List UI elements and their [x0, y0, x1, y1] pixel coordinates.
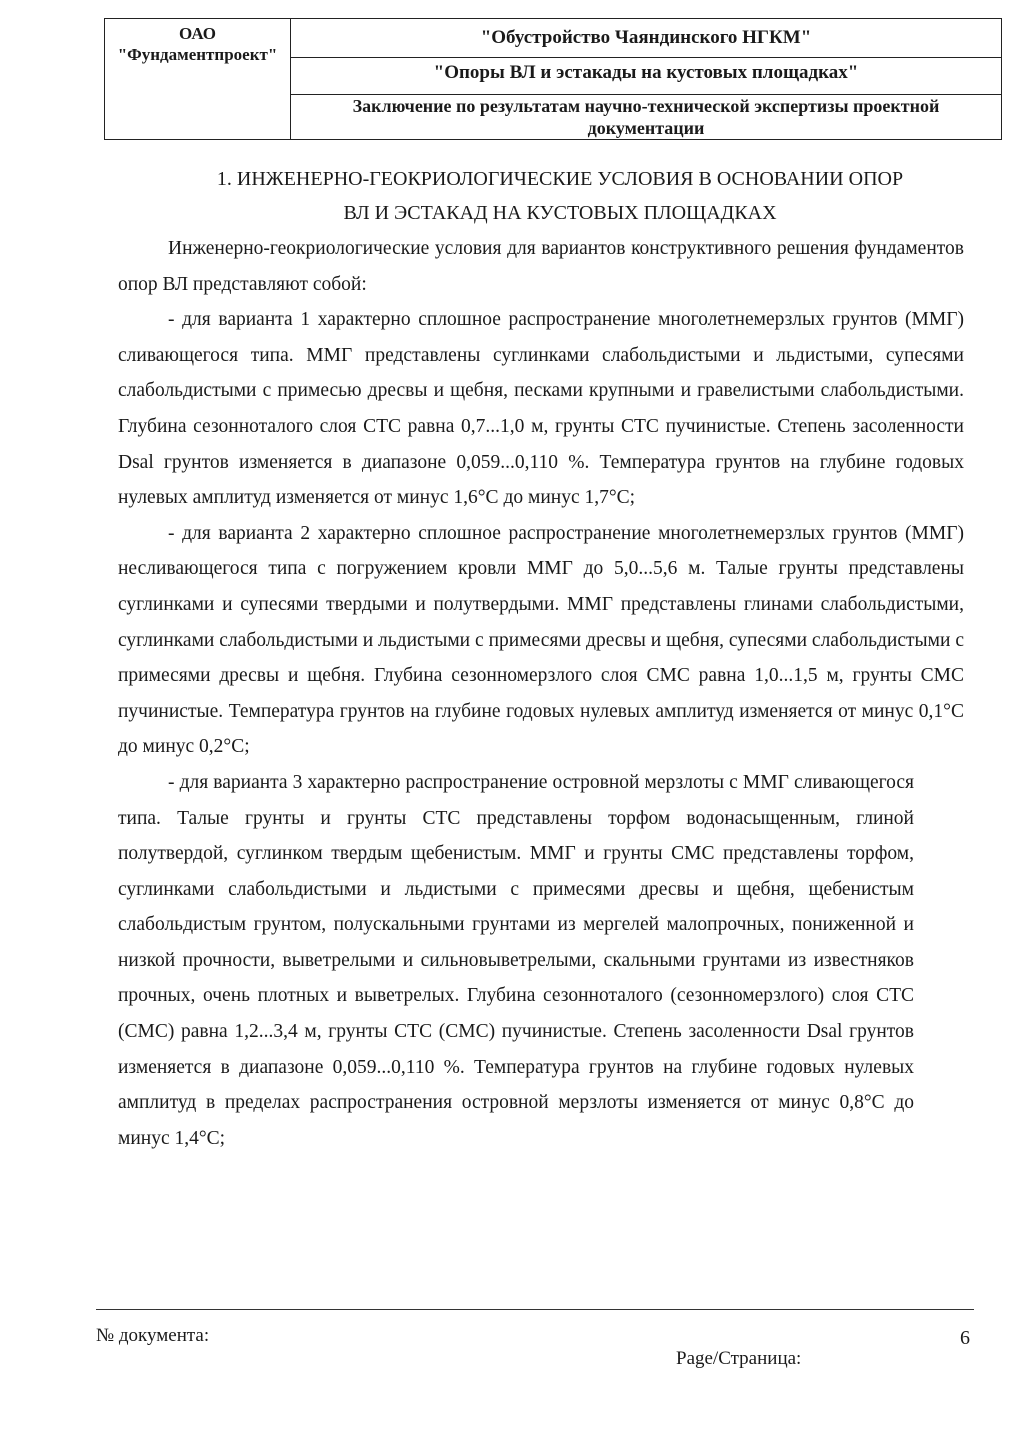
paragraph-variant-1: - для варианта 1 характерно сплошное распространение многолетнемерзлых грунтов (ММГ) сливающегося типа. ММГ представлены суглинками слабольдистыми и льдистыми, супесями слабольдистыми с примесью дресвы и щебня, песками крупными и гравелистыми слабольдистыми. Глубина сезонноталого слоя СТС равна 0,7...1,0 м, грунты СТС пучинистые. Степень засоленности Dsal грунтов изменяется в диапазоне 0,059...0,110 %. Температура грунтов на глубине годовых нулевых амплитуд изменяется от минус 1,6°С до минус 1,7°С;: [118, 309, 964, 509]
header-table: [104, 18, 1002, 140]
body-text: [118, 231, 964, 1156]
section-heading: [110, 162, 1010, 230]
document-number-label: № документа:: [96, 1325, 210, 1346]
paragraph-variant-2: - для варианта 2 характерно сплошное распространение многолетнемерзлых грунтов (ММГ) несливающегося типа с погружением кровли ММГ до 5,0...5,6 м. Талые грунты представлены суглинками и супесями твердыми и полутвердыми. ММГ представлены глинами слабольдистыми, суглинками слабольдистыми и льдистыми с примесями дресвы и щебня, супесями слабольдистыми с примесями дресвы и щебня. Глубина сезонномерзлого слоя СМС равна 1,0...1,5 м, грунты СМС пучинистые. Температура грунтов на глубине годовых нулевых амплитуд изменяется от минус 0,1°С до минус 0,2°С;: [118, 522, 964, 758]
document-info-cell: [291, 19, 1001, 139]
paragraph-intro: Инженерно-геокриологические условия для вариантов конструктивного решения фундаментов опор ВЛ представляют собой:: [118, 238, 964, 295]
footer-divider: [96, 1309, 974, 1310]
organization-name: "Фундаментпроект": [117, 45, 278, 64]
section-heading-line1: 1. ИНЖЕНЕРНО-ГЕОКРИОЛОГИЧЕСКИЕ УСЛОВИЯ В ОСНОВАНИИ ОПОР: [216, 168, 904, 190]
organization-type: ОАО: [178, 24, 217, 43]
document-title: Заключение по результатам научно-технической экспертизы проектной документации: [352, 96, 940, 138]
paragraph-variant-3: - для варианта 3 характерно распространение островной мерзлоты с ММГ сливающегося типа. Талые грунты и грунты СТС представлены торфом водонасыщенным, глиной полутвердой, суглинком твердым щебенистым. ММГ и грунты СМС представлены торфом, суглинками слабольдистыми и льдистыми с примесями дресвы и щебня, щебенистым слабольдистым грунтом, полускальными грунтами из мергелей малопрочных, пониженной и низкой прочности, выветрелыми и сильновыветрелыми, скальными грунтами из известняков прочных, очень плотных и выветрелых. Глубина сезонноталого (сезонномерзлого) слоя СТС (СМС) равна 1,2...3,4 м, грунты СТС (СМС) пучинистые. Степень засоленности Dsal грунтов изменяется в диапазоне 0,059...0,110 %. Температура грунтов на глубине годовых нулевых амплитуд в пределах распространения островной мерзлоты изменяется от минус 0,8°С до минус 1,4°С;: [118, 771, 914, 1149]
organization-cell: [105, 19, 291, 139]
project-title: "Обустройство Чаяндинского НГКМ": [291, 19, 1001, 58]
section-heading-line2: ВЛ И ЭСТАКАД НА КУСТОВЫХ ПЛОЩАДКАХ: [343, 202, 777, 224]
page-number: 6: [960, 1327, 970, 1349]
object-title: "Опоры ВЛ и эстакады на кустовых площадках": [291, 58, 1001, 95]
page-label: Page/Страница:: [676, 1348, 802, 1369]
